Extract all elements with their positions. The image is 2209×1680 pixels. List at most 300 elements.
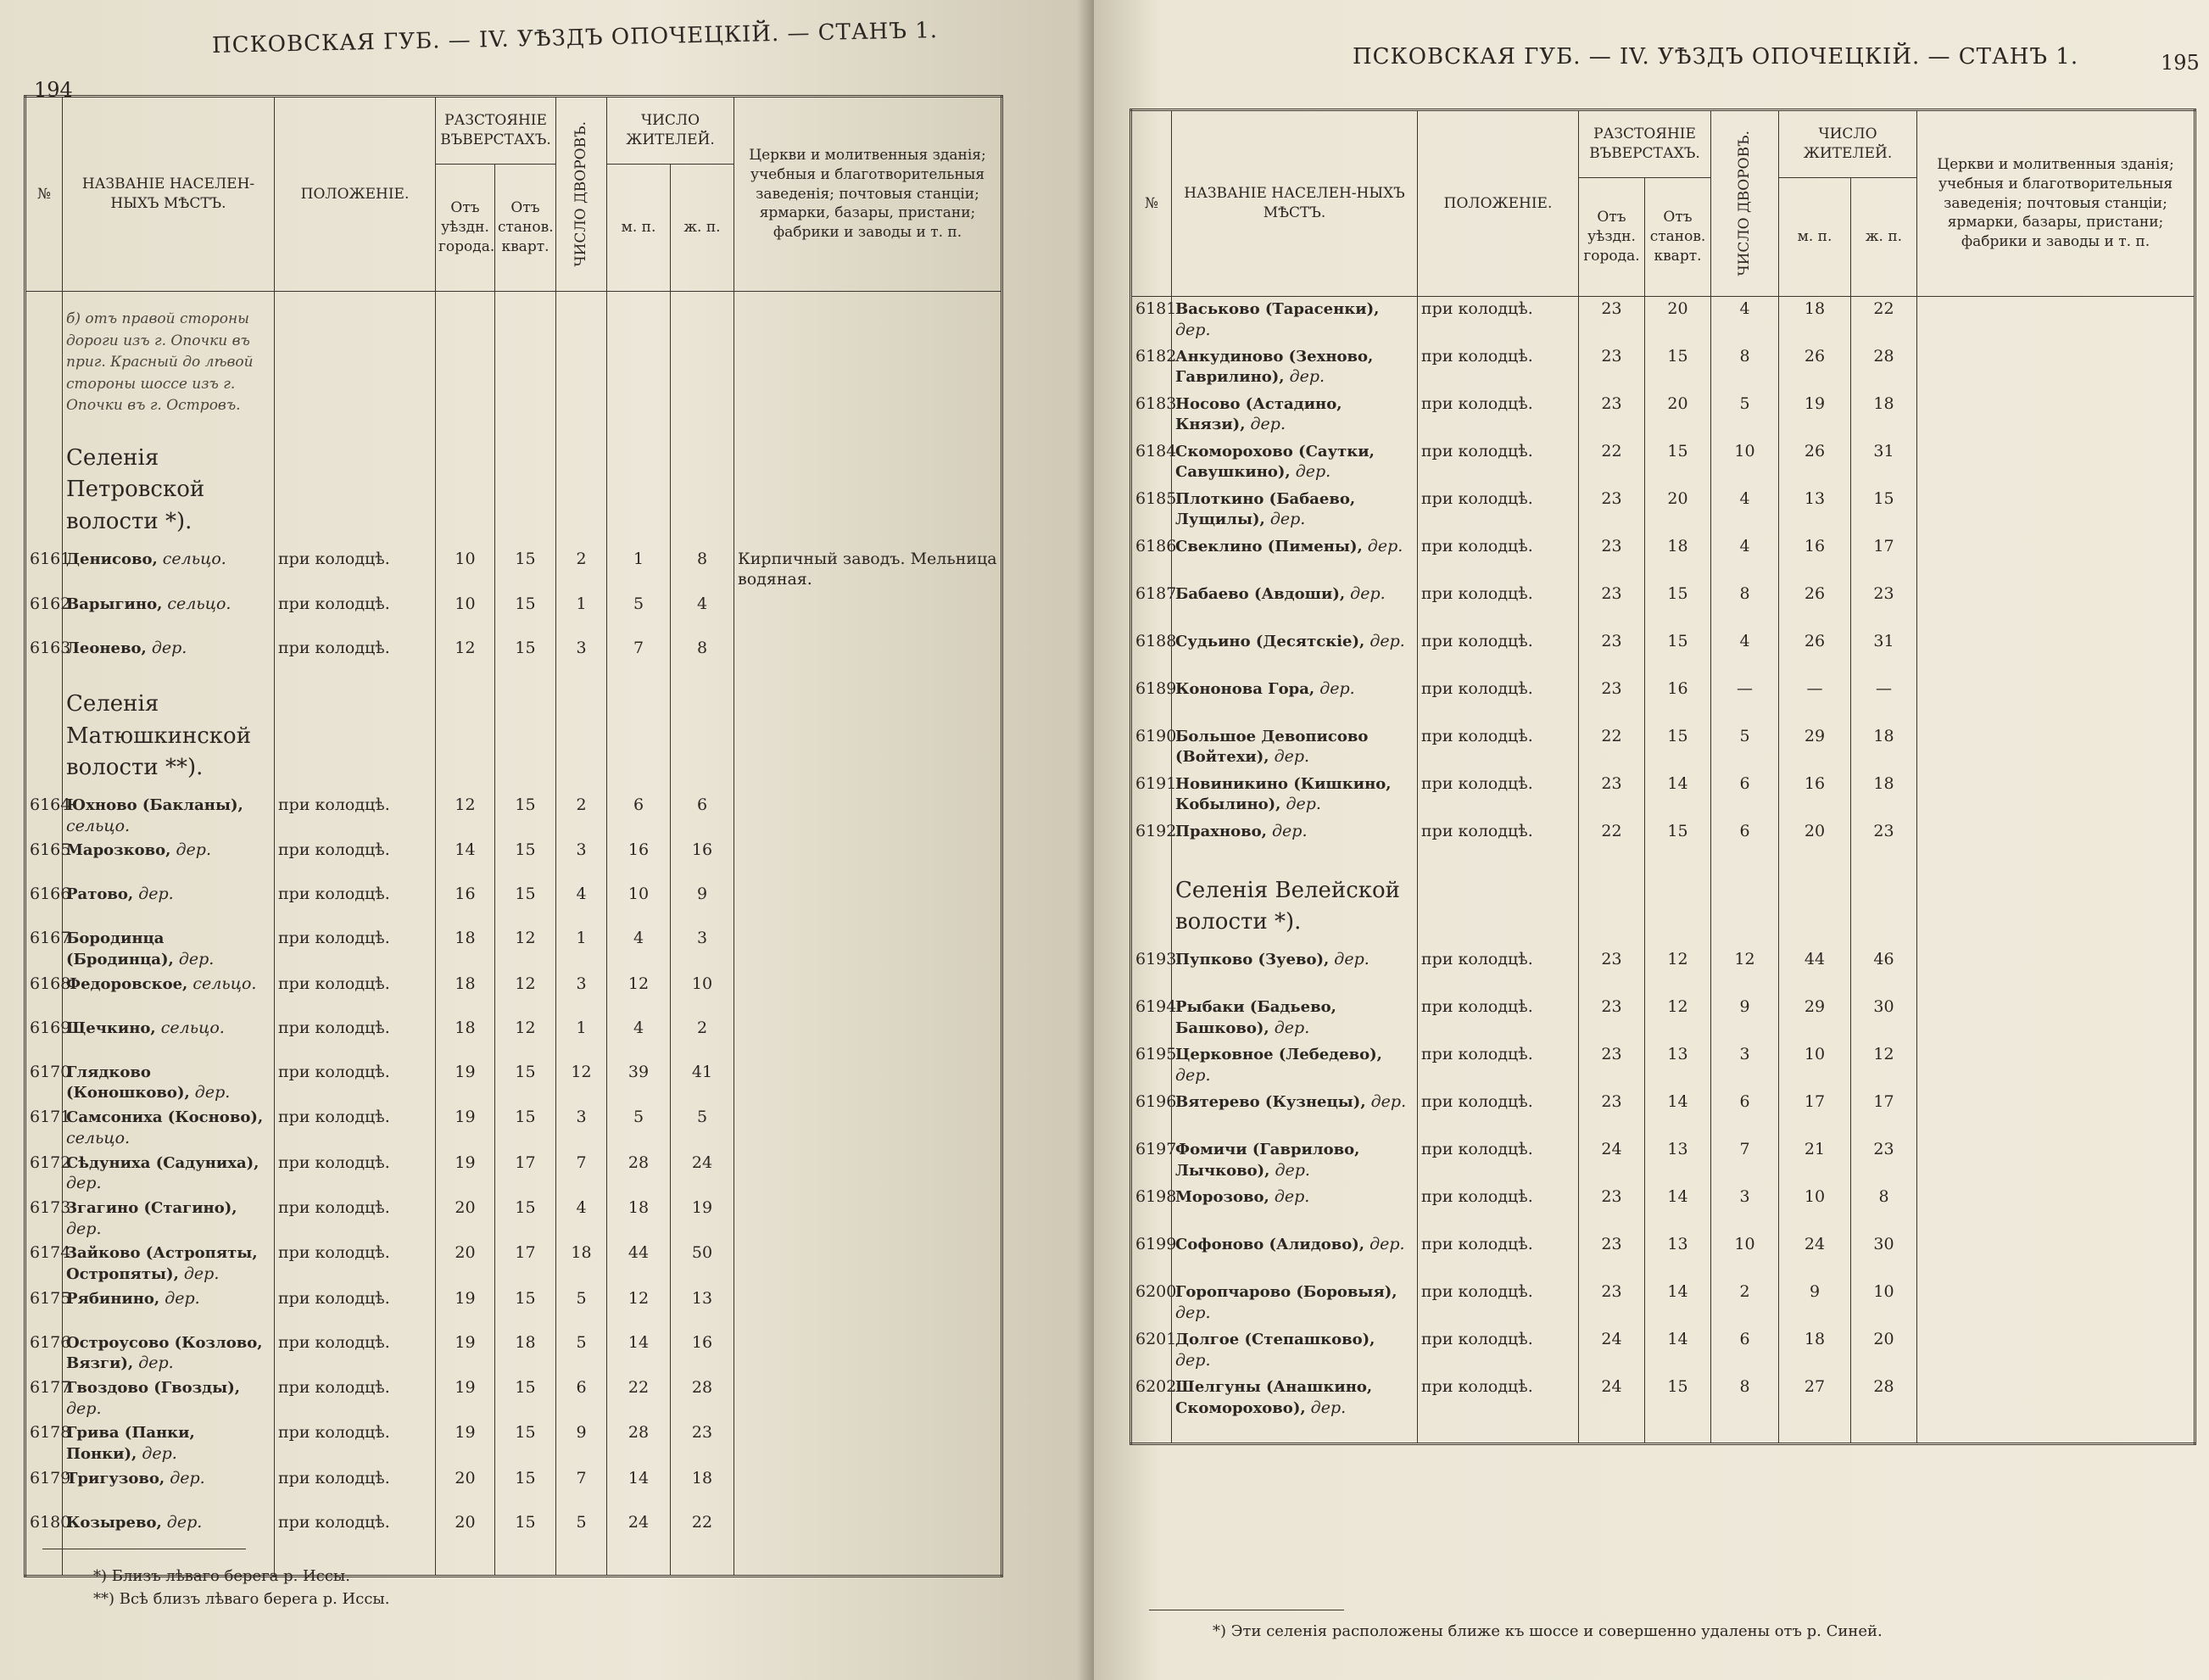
place-name: Кононова Гора, — [1175, 679, 1315, 698]
table-row — [1131, 582, 2195, 629]
distance-station: 15 — [495, 838, 556, 882]
row-number: 6192 — [1131, 819, 1172, 867]
distance-station: 12 — [495, 1016, 556, 1060]
yards-count: 10 — [1711, 1232, 1779, 1280]
place-name: Леонево, — [66, 639, 147, 657]
female-count: 16 — [671, 838, 734, 882]
empty-cell — [1579, 867, 1645, 947]
footnote: **) Всѣ близъ лѣваго берега р. Иссы. — [93, 1590, 390, 1608]
male-count: 7 — [607, 636, 671, 680]
position-cell: при колодцѣ. — [1418, 1280, 1579, 1327]
remark-cell — [734, 1287, 1002, 1331]
empty-cell — [671, 292, 734, 434]
distance-station: 15 — [1645, 629, 1711, 677]
place-name: Васьково (Тарасенки), — [1175, 300, 1380, 318]
distance-town: 19 — [436, 1420, 495, 1465]
female-count: 18 — [671, 1466, 734, 1510]
male-count: 16 — [607, 838, 671, 882]
position-cell: при колодцѣ. — [275, 1105, 436, 1150]
col-position-header: ПОЛОЖЕНІЕ. — [275, 97, 436, 292]
remark-cell — [734, 1331, 1002, 1376]
remark-cell — [1917, 487, 2195, 534]
table-row — [1131, 297, 2195, 344]
place-name: Фомичи (Гаврилово, Лычково), — [1175, 1140, 1360, 1180]
position-cell: при колодцѣ. — [1418, 995, 1579, 1042]
remark-cell — [1917, 772, 2195, 819]
right-page — [1094, 0, 2209, 1680]
position-cell: при колодцѣ. — [1418, 392, 1579, 439]
place-name: Пупково (Зуево), — [1175, 950, 1330, 968]
settlement-type: дер. — [165, 1288, 200, 1308]
yards-count: 5 — [556, 1331, 607, 1376]
route-note: б) отъ правой стороны дороги изъ г. Опочки въ приг. Красный до лѣвой стороны шоссе изъ г. Опочки въ г. Островъ. — [63, 292, 275, 434]
row-number: 6180 — [25, 1510, 63, 1554]
male-count: 6 — [607, 793, 671, 838]
row-number: 6172 — [25, 1151, 63, 1196]
place-name-cell — [63, 547, 275, 592]
yards-count: 18 — [556, 1241, 607, 1286]
distance-town: 23 — [1579, 392, 1645, 439]
row-number: 6168 — [25, 972, 63, 1016]
position-cell: при колодцѣ. — [275, 838, 436, 882]
position-cell: при колодцѣ. — [275, 1196, 436, 1241]
row-number: 6186 — [1131, 534, 1172, 582]
col-inhabitants-header: ЧИСЛО ЖИТЕЛЕЙ. — [1779, 110, 1917, 178]
settlement-type: дер. — [151, 638, 187, 657]
distance-station: 14 — [1645, 1280, 1711, 1327]
distance-town: 20 — [436, 1196, 495, 1241]
yards-count: 1 — [556, 592, 607, 636]
table-row — [1131, 1185, 2195, 1232]
distance-town: 23 — [1579, 1042, 1645, 1090]
place-name: Глядково (Коношково), — [66, 1063, 190, 1102]
place-name-cell — [63, 882, 275, 926]
male-count: 12 — [607, 972, 671, 1016]
row-number: 6195 — [1131, 1042, 1172, 1090]
table-row — [1131, 1327, 2195, 1375]
remark-cell — [1917, 344, 2195, 392]
remark-cell — [734, 1060, 1002, 1105]
table-row — [25, 1196, 1002, 1241]
distance-station: 14 — [1645, 1327, 1711, 1375]
empty-cell — [556, 680, 607, 793]
table-row — [25, 1466, 1002, 1510]
distance-town: 10 — [436, 592, 495, 636]
place-name-cell — [1172, 1232, 1418, 1280]
distance-town: 20 — [436, 1241, 495, 1286]
empty-cell — [495, 434, 556, 547]
female-count: 24 — [671, 1151, 734, 1196]
yards-count: 3 — [556, 1105, 607, 1150]
distance-station: 20 — [1645, 392, 1711, 439]
place-name: Носово (Астадино, Князи), — [1175, 394, 1342, 434]
place-name: Вятерево (Кузнецы), — [1175, 1092, 1366, 1111]
distance-station: 15 — [1645, 1375, 1711, 1422]
row-number: 6182 — [1131, 344, 1172, 392]
place-name: Церковное (Лебедево), — [1175, 1045, 1382, 1063]
place-name: Судьино (Десятскіе), — [1175, 632, 1365, 650]
yards-count: 3 — [556, 972, 607, 1016]
place-name-cell — [1172, 1375, 1418, 1422]
settlement-type: дер. — [142, 1444, 177, 1464]
settlement-type: сельцо. — [192, 974, 257, 993]
place-name-cell — [1172, 1137, 1418, 1185]
male-count: 26 — [1779, 344, 1851, 392]
row-number: 6196 — [1131, 1090, 1172, 1137]
row-number: 6174 — [25, 1241, 63, 1286]
distance-town: 18 — [436, 972, 495, 1016]
table-row — [1131, 1280, 2195, 1327]
place-name: Горопчарово (Боровыя), — [1175, 1282, 1397, 1301]
distance-town: 23 — [1579, 1185, 1645, 1232]
female-count: 31 — [1851, 629, 1917, 677]
col-distance-header: РАЗСТОЯНІЕ ВЪВЕРСТАХЪ. — [1579, 110, 1711, 178]
place-name-cell — [1172, 1280, 1418, 1327]
remark-cell — [1917, 582, 2195, 629]
male-count: 44 — [1779, 947, 1851, 995]
table-row — [1131, 1137, 2195, 1185]
female-count: 23 — [1851, 819, 1917, 867]
distance-town: 12 — [436, 793, 495, 838]
position-cell: при колодцѣ. — [275, 882, 436, 926]
row-number: 6191 — [1131, 772, 1172, 819]
settlement-type: дер. — [183, 1264, 220, 1283]
distance-town: 12 — [436, 636, 495, 680]
distance-town: 23 — [1579, 344, 1645, 392]
table-row — [1131, 439, 2195, 487]
yards-count: 4 — [556, 882, 607, 926]
empty-cell — [734, 680, 1002, 793]
table-row — [25, 882, 1002, 926]
male-count: 24 — [607, 1510, 671, 1554]
female-count: 8 — [671, 547, 734, 592]
empty-cell — [275, 434, 436, 547]
place-name-cell — [63, 1105, 275, 1150]
yards-count: 6 — [556, 1376, 607, 1420]
table-row — [1131, 677, 2195, 724]
place-name-cell — [1172, 392, 1418, 439]
yards-count: 2 — [1711, 1280, 1779, 1327]
yards-count: 3 — [1711, 1042, 1779, 1090]
position-cell: при колодцѣ. — [1418, 487, 1579, 534]
yards-count: 8 — [1711, 582, 1779, 629]
female-count: 23 — [1851, 582, 1917, 629]
settlement-type: дер. — [138, 1353, 174, 1373]
empty-cell — [607, 1554, 671, 1577]
register-body-right — [1131, 297, 2195, 1444]
yards-count: 9 — [556, 1420, 607, 1465]
distance-station: 12 — [1645, 947, 1711, 995]
remark-cell — [734, 972, 1002, 1016]
remark-cell — [1917, 1090, 2195, 1137]
row-number — [25, 434, 63, 547]
table-row — [25, 1151, 1002, 1196]
note-row — [25, 292, 1002, 434]
col-male-header: м. п. — [607, 165, 671, 292]
yards-count: 5 — [1711, 392, 1779, 439]
yards-count: — — [1711, 677, 1779, 724]
col-from-town-header: Отъ уѣздн. города. — [436, 165, 495, 292]
place-name: Ратово, — [66, 885, 134, 904]
place-name-cell — [63, 1376, 275, 1420]
section-heading: Селенія Матюшкинской волости **). — [63, 680, 275, 793]
place-name-cell — [1172, 677, 1418, 724]
female-count: 8 — [671, 636, 734, 680]
distance-station: 15 — [495, 1105, 556, 1150]
settlement-type: дер. — [1369, 631, 1405, 650]
yards-count: 8 — [1711, 1375, 1779, 1422]
place-name-cell — [63, 972, 275, 1016]
place-name-cell — [1172, 487, 1418, 534]
position-cell: при колодцѣ. — [275, 1466, 436, 1510]
footnote: *) Эти селенія расположены ближе къ шоссе и совершенно удалены отъ р. Синей. — [1213, 1622, 1883, 1640]
position-cell: при колодцѣ. — [275, 547, 436, 592]
settlement-type: дер. — [1350, 583, 1386, 603]
remark-cell — [1917, 439, 2195, 487]
col-num-header: № — [25, 97, 63, 292]
female-count: 22 — [671, 1510, 734, 1554]
remark-cell — [734, 1241, 1002, 1286]
empty-cell — [607, 680, 671, 793]
male-count: 28 — [607, 1420, 671, 1465]
table-row — [1131, 1375, 2195, 1422]
place-name-cell — [63, 793, 275, 838]
distance-station: 15 — [1645, 582, 1711, 629]
table-row — [1131, 1090, 2195, 1137]
female-count: 17 — [1851, 534, 1917, 582]
settlement-type: дер. — [176, 840, 211, 860]
distance-station: 15 — [495, 1510, 556, 1554]
male-count: 4 — [607, 926, 671, 971]
place-name: Зайково (Астропяты, Остропяты), — [66, 1244, 258, 1283]
row-number — [1131, 867, 1172, 947]
empty-cell — [556, 434, 607, 547]
empty-cell — [495, 1554, 556, 1577]
yards-count: 4 — [1711, 534, 1779, 582]
remark-cell — [1917, 297, 2195, 344]
place-name: Рыбаки (Бадьево, Башково), — [1175, 997, 1336, 1037]
yards-count: 1 — [556, 1016, 607, 1060]
male-count: 28 — [607, 1151, 671, 1196]
footnote: *) Близъ лѣваго берега р. Иссы. — [93, 1567, 350, 1585]
row-number: 6179 — [25, 1466, 63, 1510]
row-number: 6177 — [25, 1376, 63, 1420]
distance-town: 23 — [1579, 1232, 1645, 1280]
male-count: 1 — [607, 547, 671, 592]
left-page — [0, 0, 1094, 1680]
place-name: Скоморохово (Саутки, Савушкино), — [1175, 442, 1375, 482]
table-row — [1131, 772, 2195, 819]
place-name-cell — [1172, 819, 1418, 867]
female-count: 2 — [671, 1016, 734, 1060]
yards-count: 1 — [556, 926, 607, 971]
position-cell: при колодцѣ. — [1418, 1137, 1579, 1185]
position-cell: при колодцѣ. — [275, 1331, 436, 1376]
distance-town: 16 — [436, 882, 495, 926]
row-number: 6197 — [1131, 1137, 1172, 1185]
empty-cell — [1418, 867, 1579, 947]
female-count: 30 — [1851, 1232, 1917, 1280]
distance-station: 18 — [495, 1331, 556, 1376]
table-row — [25, 972, 1002, 1016]
place-name-cell — [1172, 995, 1418, 1042]
distance-town: 23 — [1579, 582, 1645, 629]
settlement-type: дер. — [1272, 821, 1308, 840]
distance-station: 16 — [1645, 677, 1711, 724]
position-cell: при колодцѣ. — [1418, 677, 1579, 724]
distance-town: 23 — [1579, 534, 1645, 582]
place-name-cell — [1172, 297, 1418, 344]
table-row — [25, 1331, 1002, 1376]
place-name: Шелгуны (Анашкино, Скоморохово), — [1175, 1377, 1373, 1417]
place-name-cell — [63, 1151, 275, 1196]
settlement-type: дер. — [1175, 1303, 1211, 1322]
female-count: 28 — [1851, 1375, 1917, 1422]
empty-cell — [275, 680, 436, 793]
distance-town: 20 — [436, 1466, 495, 1510]
table-row — [25, 1376, 1002, 1420]
table-row — [25, 1287, 1002, 1331]
position-cell: при колодцѣ. — [1418, 1042, 1579, 1090]
remark-cell — [1917, 1327, 2195, 1375]
section-heading: Селенія Велейской волости *). — [1172, 867, 1418, 947]
place-name: Бородинца (Бродинца), — [66, 929, 174, 969]
distance-station: 15 — [495, 1420, 556, 1465]
position-cell: при колодцѣ. — [275, 1241, 436, 1286]
col-name-header: НАЗВАНІЕ НАСЕЛЕН-НЫХЪ МѢСТЪ. — [63, 97, 275, 292]
distance-town: 10 — [436, 547, 495, 592]
place-name: Рябинино, — [66, 1289, 160, 1308]
position-cell: при колодцѣ. — [1418, 1375, 1579, 1422]
empty-cell — [607, 292, 671, 434]
yards-count: 4 — [1711, 297, 1779, 344]
place-name-cell — [63, 1241, 275, 1286]
male-count: 22 — [607, 1376, 671, 1420]
male-count: 16 — [1779, 534, 1851, 582]
place-name: Новиникино (Кишкино, Кобылино), — [1175, 774, 1392, 814]
place-name: Грива (Панки, Понки), — [66, 1424, 195, 1464]
yards-count: 6 — [1711, 1327, 1779, 1375]
distance-station: 12 — [1645, 995, 1711, 1042]
table-row — [1131, 392, 2195, 439]
table-row — [1131, 534, 2195, 582]
female-count: 6 — [671, 793, 734, 838]
male-count: — — [1779, 677, 1851, 724]
distance-station: 13 — [1645, 1232, 1711, 1280]
row-number: 6171 — [25, 1105, 63, 1150]
empty-cell — [556, 1554, 607, 1577]
place-name-cell — [1172, 947, 1418, 995]
male-count: 18 — [607, 1196, 671, 1241]
distance-station: 15 — [495, 1287, 556, 1331]
female-count: 23 — [671, 1420, 734, 1465]
place-name: Варыгино, — [66, 594, 163, 613]
remark-cell — [734, 1510, 1002, 1554]
position-cell: при колодцѣ. — [1418, 534, 1579, 582]
female-count: 20 — [1851, 1327, 1917, 1375]
position-cell: при колодцѣ. — [275, 1376, 436, 1420]
place-name-cell — [63, 1287, 275, 1331]
row-number: 6175 — [25, 1287, 63, 1331]
male-count: 29 — [1779, 724, 1851, 772]
place-name: Софоново (Алидово), — [1175, 1235, 1365, 1253]
settlement-type: сельцо. — [66, 1128, 131, 1147]
remark-cell — [734, 636, 1002, 680]
female-count: 23 — [1851, 1137, 1917, 1185]
col-yards-header: ЧИСЛО ДВОРОВЪ. — [1711, 110, 1779, 297]
distance-station: 17 — [495, 1151, 556, 1196]
settlement-type: дер. — [1175, 1350, 1211, 1370]
remark-cell — [734, 1466, 1002, 1510]
place-name: Самсониха (Косново), — [66, 1108, 264, 1127]
male-count: 18 — [1779, 1327, 1851, 1375]
row-number: 6185 — [1131, 487, 1172, 534]
empty-cell — [1779, 1422, 1851, 1444]
remark-cell — [734, 1016, 1002, 1060]
row-number: 6161 — [25, 547, 63, 592]
male-count: 17 — [1779, 1090, 1851, 1137]
distance-town: 23 — [1579, 487, 1645, 534]
row-number: 6184 — [1131, 439, 1172, 487]
place-name: Згагино (Стагино), — [66, 1198, 237, 1217]
yards-count: 8 — [1711, 344, 1779, 392]
table-row — [1131, 1232, 2195, 1280]
place-name-cell — [1172, 534, 1418, 582]
position-cell: при колодцѣ. — [275, 1060, 436, 1105]
place-name-cell — [1172, 1042, 1418, 1090]
place-name: Прахново, — [1175, 822, 1267, 840]
position-cell: при колодцѣ. — [1418, 1232, 1579, 1280]
empty-cell — [25, 1554, 63, 1577]
row-number: 6202 — [1131, 1375, 1172, 1422]
place-name: Сѣдуниха (Садуниха), — [66, 1153, 259, 1172]
row-number: 6187 — [1131, 582, 1172, 629]
table-row — [25, 1060, 1002, 1105]
register-body-left — [25, 292, 1002, 1577]
page-number: 195 — [2161, 51, 2200, 75]
distance-town: 24 — [1579, 1375, 1645, 1422]
distance-town: 23 — [1579, 629, 1645, 677]
settlement-type: дер. — [1369, 1234, 1405, 1253]
place-name-cell — [63, 1196, 275, 1241]
remark-cell — [1917, 534, 2195, 582]
col-from-station-header: Отъ станов. кварт. — [1645, 178, 1711, 297]
place-name-cell — [63, 1466, 275, 1510]
remark-cell — [1917, 1375, 2195, 1422]
col-female-header: ж. п. — [1851, 178, 1917, 297]
settlement-type: дер. — [1370, 1091, 1407, 1111]
distance-town: 19 — [436, 1151, 495, 1196]
remark-cell — [1917, 819, 2195, 867]
empty-cell — [1917, 867, 2195, 947]
distance-town: 24 — [1579, 1327, 1645, 1375]
place-name-cell — [63, 1016, 275, 1060]
female-count: 9 — [671, 882, 734, 926]
empty-cell — [1645, 1422, 1711, 1444]
place-name-cell — [63, 838, 275, 882]
remark-cell: Кирпичный заводъ. Мельница водяная. — [734, 547, 1002, 592]
remark-cell — [734, 838, 1002, 882]
col-male-header: м. п. — [1779, 178, 1851, 297]
position-cell: при колодцѣ. — [1418, 297, 1579, 344]
place-name: Козырево, — [66, 1513, 162, 1532]
female-count: 41 — [671, 1060, 734, 1105]
distance-town: 19 — [436, 1060, 495, 1105]
position-cell: при колодцѣ. — [1418, 1090, 1579, 1137]
table-row — [25, 547, 1002, 592]
distance-town: 20 — [436, 1510, 495, 1554]
position-cell: при колодцѣ. — [1418, 582, 1579, 629]
